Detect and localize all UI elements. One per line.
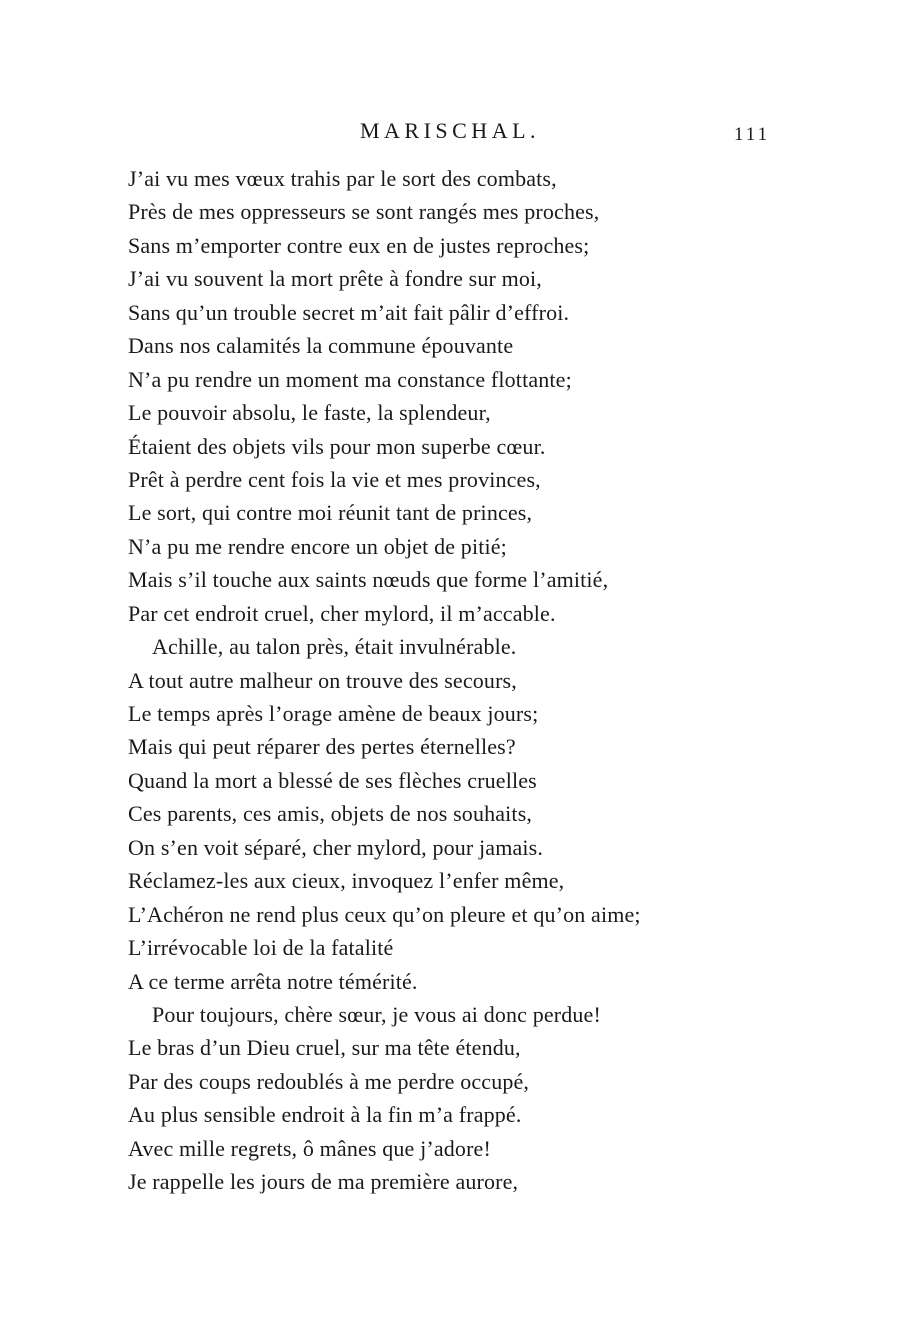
verse-line: Mais s’il touche aux saints nœuds que forme l’amitié, — [128, 567, 609, 593]
verse-line: Par des coups redoublés à me perdre occupé, — [128, 1068, 530, 1094]
verse-line: Le pouvoir absolu, le faste, la splendeur, — [128, 400, 491, 426]
verse-line: Pour toujours, chère sœur, je vous ai donc perdue! — [152, 1001, 601, 1027]
verse-line: Étaient des objets vils pour mon superbe cœur. — [128, 433, 546, 459]
verse-line: Le bras d’un Dieu cruel, sur ma tête étendu, — [128, 1035, 521, 1061]
verse-line: Ces parents, ces amis, objets de nos souhaits, — [128, 801, 533, 827]
verse-line: On s’en voit séparé, cher mylord, pour jamais. — [128, 834, 544, 860]
verse-line: Le sort, qui contre moi réunit tant de princes, — [128, 500, 533, 526]
verse-line: Prêt à perdre cent fois la vie et mes provinces, — [128, 466, 541, 492]
verse-line: Mais qui peut réparer des pertes éternelles? — [128, 734, 516, 760]
verse-line: Sans qu’un trouble secret m’ait fait pâlir d’effroi. — [128, 299, 570, 325]
running-title: MARISCHAL. — [359, 118, 541, 143]
verse-line: N’a pu me rendre encore un objet de pitié; — [128, 533, 507, 559]
verse-line: L’Achéron ne rend plus ceux qu’on pleure et qu’on aime; — [128, 901, 641, 927]
verse-line: A ce terme arrêta notre témérité. — [128, 968, 418, 994]
verse-line: Réclamez-les aux cieux, invoquez l’enfer même, — [128, 868, 565, 894]
verse-line: L’irrévocable loi de la fatalité — [128, 935, 394, 961]
verse-line: Par cet endroit cruel, cher mylord, il m’accable. — [128, 600, 556, 626]
running-head — [0, 116, 900, 148]
verse-line: Le temps après l’orage amène de beaux jours; — [128, 701, 539, 726]
verse-line: J’ai vu mes vœux trahis par le sort des combats, — [128, 166, 557, 191]
poem-text — [128, 162, 848, 1199]
verse-line: Dans nos calamités la commune épouvante — [128, 333, 514, 359]
verse-line: Sans m’emporter contre eux en de justes reproches; — [128, 232, 590, 258]
verse-line: Au plus sensible endroit à la fin m’a frappé. — [128, 1102, 522, 1128]
verse-line: Avec mille regrets, ô mânes que j’adore! — [128, 1135, 491, 1161]
verse-line: J’ai vu souvent la mort prête à fondre sur moi, — [128, 266, 542, 292]
verse-line: Je rappelle les jours de ma première aurore, — [128, 1169, 519, 1195]
verse-line: Quand la mort a blessé de ses flèches cruelles — [128, 767, 537, 793]
verse-line: Achille, au talon près, était invulnérable. — [152, 634, 517, 660]
verse-line: A tout autre malheur on trouve des secours, — [128, 667, 517, 693]
verse-line: Près de mes oppresseurs se sont rangés mes proches, — [128, 199, 600, 225]
page-number: 111 — [734, 124, 771, 145]
verse-line: N’a pu rendre un moment ma constance flottante; — [128, 366, 572, 392]
